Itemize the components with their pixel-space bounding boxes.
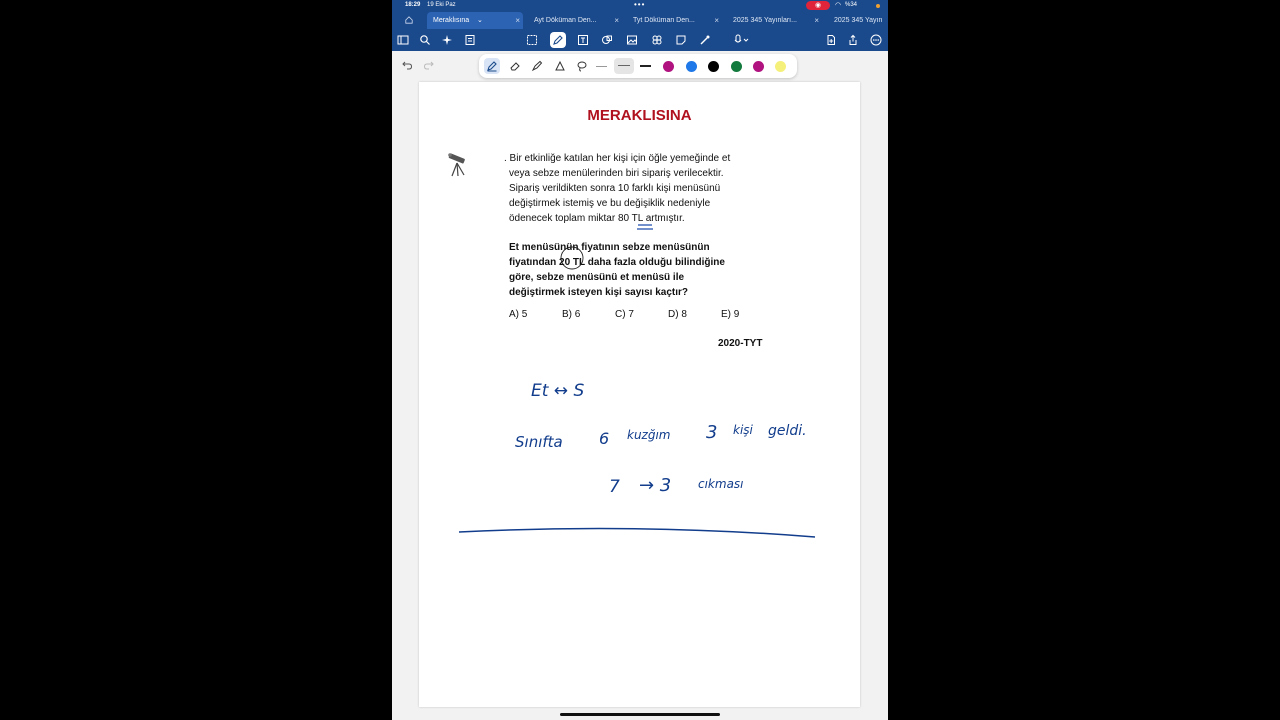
- wifi-icon: ◠: [835, 2, 842, 9]
- app-toolbar: [392, 29, 888, 51]
- close-tab-icon[interactable]: ×: [714, 16, 719, 25]
- tab-label: Tyt Döküman Den...: [633, 17, 695, 24]
- handwriting-text: geldi.: [768, 423, 807, 439]
- text-box-icon[interactable]: [575, 32, 591, 48]
- page-title: MERAKLISINA: [587, 107, 692, 124]
- fountain-pen-icon[interactable]: [484, 58, 500, 74]
- sidebar-icon[interactable]: [395, 32, 411, 48]
- ink-separator-line: [459, 528, 815, 537]
- home-indicator[interactable]: [560, 713, 720, 716]
- tab-label: 2025 345 Yayın: [834, 17, 883, 24]
- handwriting-text: kuzğım: [627, 428, 671, 442]
- ink-underline-mark: [637, 225, 653, 229]
- color-swatch-purple[interactable]: [753, 61, 764, 72]
- ink-circle-mark: [561, 247, 583, 269]
- add-page-icon[interactable]: [823, 32, 839, 48]
- tab-meraklisina[interactable]: [427, 12, 523, 29]
- question-line: . Bir etkinliğe katılan her kişi için öğle yemeğinde et: [504, 153, 731, 164]
- handwriting-text: 6: [599, 429, 610, 448]
- lasso-select-icon[interactable]: [574, 58, 590, 74]
- pen-tool-icon[interactable]: [550, 32, 566, 48]
- more-icon[interactable]: [868, 32, 884, 48]
- question-line: ödenecek toplam miktar 80 TL artmıştır.: [509, 213, 685, 224]
- answer-option: C) 7: [615, 309, 634, 320]
- screen-record-icon[interactable]: ◉: [806, 1, 830, 10]
- document-tab-bar: [392, 12, 888, 29]
- color-swatch-yellow[interactable]: [775, 61, 786, 72]
- status-bar: [392, 0, 888, 12]
- tab-label: Meraklısına: [433, 17, 470, 24]
- close-tab-icon[interactable]: ×: [515, 16, 520, 25]
- multitasking-dots-icon[interactable]: •••: [634, 0, 646, 9]
- medium-stroke-option[interactable]: [614, 58, 634, 74]
- color-swatch-magenta[interactable]: [663, 61, 674, 72]
- question-line: Sipariş verildikten sonra 10 farklı kişi menüsünü: [509, 183, 721, 194]
- drawing-toolbar: [479, 54, 797, 78]
- handwriting-text: → 3: [639, 475, 672, 496]
- question-bold-line: Et menüsünün fiyatının sebze menüsünün: [509, 242, 710, 253]
- lasso-icon[interactable]: [524, 32, 540, 48]
- redo-icon[interactable]: [422, 58, 436, 72]
- question-line: değiştirmek istemiş ve bu değişiklik nedeniyle: [509, 198, 711, 209]
- handwriting-text: Et ↔ S: [531, 381, 585, 401]
- tab-345-b[interactable]: [829, 12, 888, 29]
- handwriting-text: 3: [706, 422, 718, 443]
- undo-icon[interactable]: [400, 58, 414, 72]
- handwriting-text: 7: [609, 477, 620, 497]
- highlighter-icon[interactable]: [529, 58, 545, 74]
- color-swatch-black[interactable]: [708, 61, 719, 72]
- eraser-icon[interactable]: [507, 58, 523, 74]
- ai-sparkle-icon[interactable]: [439, 32, 455, 48]
- sticky-note-icon[interactable]: [673, 32, 689, 48]
- close-tab-icon[interactable]: ×: [814, 16, 819, 25]
- answer-option: B) 6: [562, 309, 581, 320]
- status-date: 19 Eki Paz: [427, 2, 456, 8]
- microphone-icon[interactable]: [730, 32, 752, 48]
- tab-label: 2025 345 Yayınları...: [733, 17, 797, 24]
- image-icon[interactable]: [624, 32, 640, 48]
- search-icon[interactable]: [417, 32, 433, 48]
- shapes-icon[interactable]: [599, 32, 615, 48]
- tab-ayt[interactable]: [529, 12, 622, 29]
- battery-indicator-icon: [876, 4, 880, 8]
- color-swatch-green[interactable]: [731, 61, 742, 72]
- laser-pointer-icon[interactable]: [697, 32, 713, 48]
- battery-level: %34: [845, 2, 858, 8]
- document-page[interactable]: [419, 82, 860, 707]
- elements-icon[interactable]: [649, 32, 665, 48]
- tab-label: Ayt Döküman Den...: [534, 17, 597, 24]
- question-line: veya sebze menülerinden biri sipariş verilecektir.: [509, 168, 724, 179]
- status-time: 18:29: [405, 2, 421, 8]
- handwriting-text: kişi: [733, 423, 753, 437]
- exam-source-label: 2020-TYT: [718, 338, 763, 349]
- handwriting-text: cıkması: [698, 477, 744, 491]
- close-tab-icon[interactable]: ×: [614, 16, 619, 25]
- answer-option: E) 9: [721, 309, 740, 320]
- answer-option: D) 8: [668, 309, 687, 320]
- color-swatch-blue[interactable]: [686, 61, 697, 72]
- chevron-down-icon[interactable]: ⌄: [477, 17, 483, 24]
- tab-tyt[interactable]: [629, 12, 722, 29]
- thick-stroke-option[interactable]: [640, 65, 651, 67]
- shape-pen-icon[interactable]: [552, 58, 568, 74]
- handwriting-text: Sınıfta: [515, 433, 563, 451]
- question-bold-line: değiştirmek isteyen kişi sayısı kaçtır?: [509, 287, 688, 298]
- home-icon[interactable]: [405, 16, 413, 24]
- tab-345-a[interactable]: [729, 12, 822, 29]
- handwriting-layer: [419, 82, 860, 707]
- question-bold-line: göre, sebze menüsünü et menüsü ile: [509, 272, 685, 283]
- bookmark-list-icon[interactable]: [462, 32, 478, 48]
- answer-option: A) 5: [509, 309, 528, 320]
- thin-stroke-option[interactable]: [596, 66, 607, 67]
- share-icon[interactable]: [845, 32, 861, 48]
- ipad-screen: [392, 0, 888, 720]
- question-bold-line: fiyatından 20 TL daha fazla olduğu bilindiğine: [509, 257, 725, 268]
